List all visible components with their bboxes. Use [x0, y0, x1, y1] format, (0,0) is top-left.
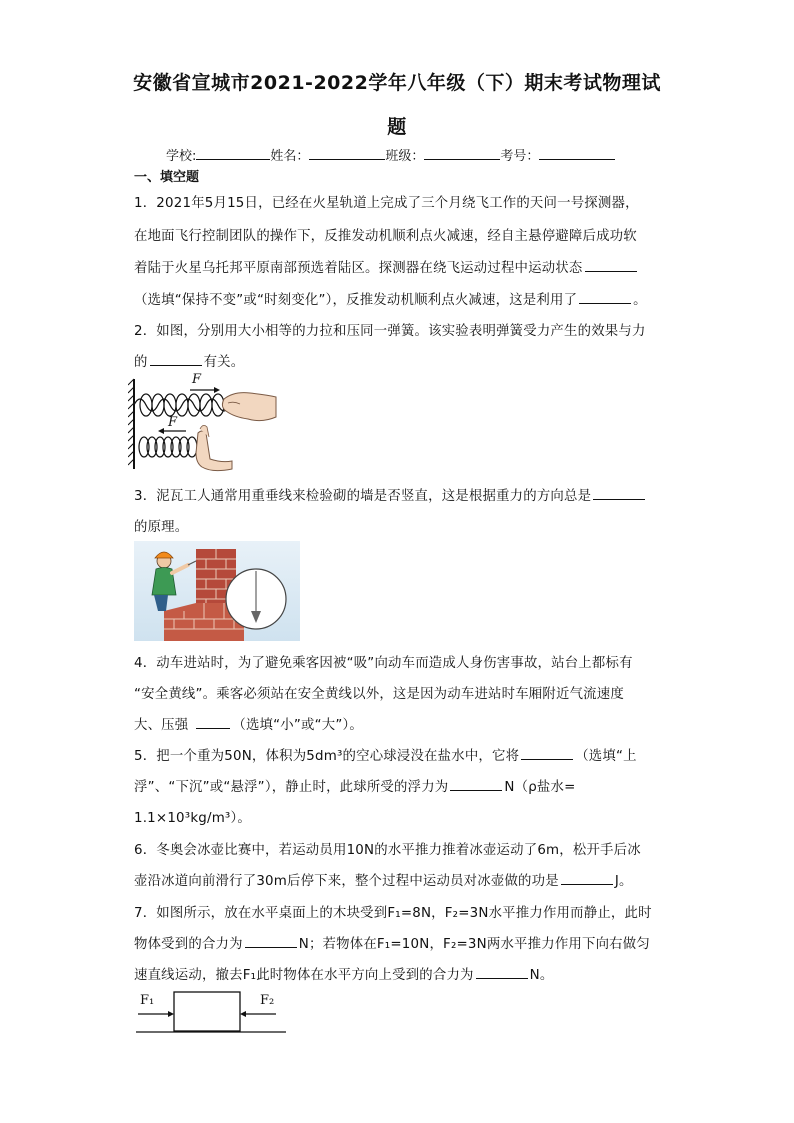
name-label: 姓名：: [270, 149, 310, 164]
q7-line3: [134, 964, 553, 983]
section-heading: 一、填空题: [134, 170, 200, 185]
q1-line2: 在地面飞行控制团队的操作下，反推发动机顺利点火减速，经自主悬停避障后成功软: [134, 229, 637, 244]
q4-line2: “安全黄线”。乘客必须站在安全黄线以外，这是因为动车进站时车厢附近气流速度: [134, 687, 624, 702]
plumb-line-worker-icon: [134, 541, 300, 641]
q5-line1-end: （选填“上: [575, 749, 637, 764]
force-label-bottom: F: [168, 415, 178, 430]
q1-line4-text: （选填“保持不变”或“时刻变化”），反推发动机顺利点火减速，这是利用了: [134, 293, 578, 308]
q6-line2-end: J。: [614, 874, 633, 889]
q5-line2-end: N（ρ盐水=: [504, 780, 576, 795]
q2-line1: 2．如图，分别用大小相等的力拉和压同一弹簧。该实验表明弹簧受力产生的效果与力: [134, 324, 646, 339]
q6-blank[interactable]: [561, 872, 613, 885]
q4-blank[interactable]: [196, 716, 230, 729]
q4-line3-end: （选填“小”或“大”）。: [232, 718, 363, 733]
class-blank[interactable]: [424, 147, 500, 160]
q5-line2: [134, 776, 576, 795]
number-blank[interactable]: [539, 147, 615, 160]
q5-line2-text: 浮”、“下沉”或“悬浮”），静止时，此球所受的浮力为: [134, 780, 449, 795]
q3-line2: 的原理。: [134, 520, 189, 535]
q1-line3-text: 着陆于火星乌托邦平原南部预选着陆区。探测器在绕飞运动过程中运动状态: [134, 261, 583, 276]
q7-blank1[interactable]: [245, 935, 297, 948]
q1-line1: 1．2021年5月15日，已经在火星轨道上完成了三个月绕飞工作的天问一号探测器，: [134, 196, 639, 211]
q7-line3-end: N。: [529, 968, 554, 983]
school-label: 学校:: [166, 149, 197, 164]
student-info-row: [166, 145, 615, 164]
q1-line4: [134, 289, 647, 308]
q2-line2-end: 有关。: [203, 355, 245, 370]
q4-line3: [134, 714, 363, 733]
force-label-f2: F₂: [260, 993, 275, 1008]
q6-line2-text: 壶沿冰道向前滑行了30m后停下来，整个过程中运动员对冰壶做的功是: [134, 874, 559, 889]
q5-blank2[interactable]: [450, 778, 502, 791]
q7-line2-text: 物体受到的合力为: [134, 937, 243, 952]
spring-hand-icon: [128, 373, 278, 473]
q7-line3-text: 速直线运动，撤去F₁此时物体在水平方向上受到的合力为: [134, 968, 474, 983]
q7-line2: [134, 933, 650, 952]
q4-line1: 4．动车进站时，为了避免乘客因被“吸”向动车而造成人身伤害事故，站台上都标有: [134, 656, 633, 671]
force-label-top: F: [192, 372, 202, 387]
q7-blank2[interactable]: [476, 966, 528, 979]
q3-blank[interactable]: [593, 487, 645, 500]
q3-line1: [134, 485, 647, 504]
q1-blank1[interactable]: [585, 259, 637, 272]
q5-line1: [134, 745, 637, 764]
page-title-continued: 题: [387, 116, 407, 138]
q7-line2-end: N；若物体在F₁=10N，F₂=3N两水平推力作用下向右做匀: [298, 937, 650, 952]
q2-blank[interactable]: [150, 353, 202, 366]
q5-blank1[interactable]: [521, 747, 573, 760]
q6-line2: [134, 870, 633, 889]
q4-line3-text: 大、压强: [134, 718, 189, 733]
number-label: 考号：: [500, 149, 540, 164]
q1-line4-end: 。: [633, 293, 647, 308]
force-label-f1: F₁: [140, 993, 155, 1008]
q3-line1-text: 3．泥瓦工人通常用重垂线来检验砌的墙是否竖直，这是根据重力的方向总是: [134, 489, 592, 504]
q1-blank2[interactable]: [579, 291, 631, 304]
school-blank[interactable]: [196, 147, 270, 160]
q1-line3: [134, 257, 639, 276]
name-blank[interactable]: [309, 147, 385, 160]
page-title: 安徽省宣城市2021-2022学年八年级（下）期末考试物理试: [133, 72, 661, 94]
q5-line1-text: 5．把一个重为50N，体积为5dm³的空心球浸没在盐水中，它将: [134, 749, 520, 764]
q2-line2: [134, 351, 244, 370]
q6-line1: 6．冬奥会冰壶比赛中，若运动员用10N的水平推力推着冰壶运动了6m，松开手后冰: [134, 843, 641, 858]
q7-line1: 7．如图所示，放在水平桌面上的木块受到F₁=8N，F₂=3N水平推力作用而静止，此时: [134, 906, 652, 921]
class-label: 班级：: [385, 149, 425, 164]
q5-line3: 1.1×10³kg/m³）。: [134, 811, 251, 826]
q2-line2-text: 的: [134, 355, 148, 370]
